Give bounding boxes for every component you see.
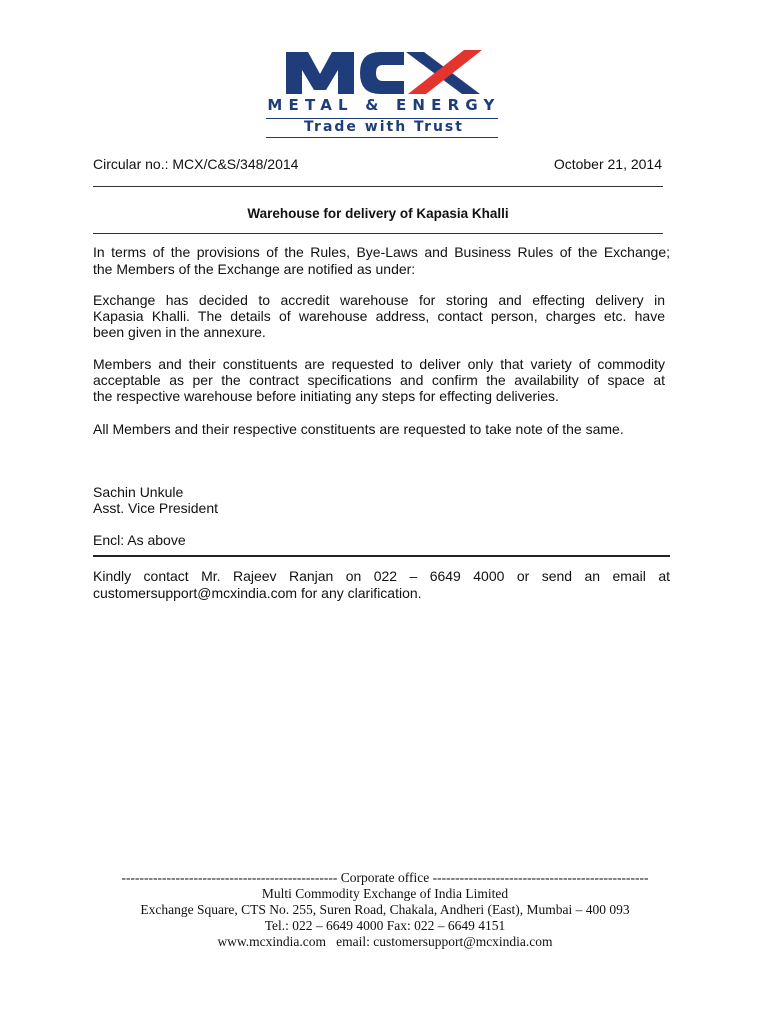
- paragraph-2-line-2: Kapasia Khalli. The details of warehouse address, contact person, charges etc. have: [93, 308, 665, 324]
- footer-company: Multi Commodity Exchange of India Limited: [261, 886, 509, 901]
- signatory-name: Sachin Unkule: [93, 484, 184, 500]
- mcx-logo-mark: [284, 44, 484, 96]
- document-title: Warehouse for delivery of Kapasia Khalli: [247, 206, 509, 221]
- contact-divider: [93, 555, 670, 557]
- paragraph-1-line-2: the Members of the Exchange are notified as under:: [93, 261, 416, 277]
- mcx-logo: [262, 44, 502, 136]
- paragraph-1-line-1: In terms of the provisions of the Rules, Bye-Laws and Business Rules of the Exchange;: [93, 244, 670, 260]
- enclosure-note: Encl: As above: [93, 532, 186, 548]
- logo-tagline-metal-energy: METAL & ENERGY: [267, 96, 501, 114]
- footer-phone: Tel.: 022 – 6649 4000 Fax: 022 – 6649 4151: [264, 918, 506, 933]
- signatory-designation: Asst. Vice President: [93, 500, 219, 516]
- paragraph-2-line-1: Exchange has decided to accredit warehouse for storing and effecting delivery in: [93, 292, 665, 308]
- paragraph-4: All Members and their respective constituents are requested to take note of the same.: [93, 421, 624, 437]
- footer-web-email: www.mcxindia.com email: customersupport@mcxindia.com: [217, 934, 553, 949]
- circular-date: October 21, 2014: [553, 156, 662, 172]
- contact-line-1: Kindly contact Mr. Rajeev Ranjan on 022 – 6649 4000 or send an email at: [93, 568, 670, 584]
- logo-tagline-trade-with-trust: Trade with Trust: [304, 119, 464, 135]
- paragraph-3-line-2: acceptable as per the contract specifications and confirm the availability of space at: [93, 372, 665, 388]
- logo-underline: [266, 137, 498, 138]
- footer-address: Exchange Square, CTS No. 255, Suren Road, Chakala, Andheri (East), Mumbai – 400 093: [140, 902, 630, 917]
- circular-number: Circular no.: MCX/C&S/348/2014: [93, 156, 299, 172]
- contact-line-2: customersupport@mcxindia.com for any clarification.: [93, 585, 422, 601]
- header-divider: [93, 186, 663, 187]
- title-divider: [93, 233, 663, 234]
- paragraph-2-line-3: been given in the annexure.: [93, 324, 266, 340]
- paragraph-3-line-1: Members and their constituents are requested to deliver only that variety of commodity: [93, 356, 665, 372]
- paragraph-3-line-3: the respective warehouse before initiating any steps for effecting deliveries.: [93, 388, 559, 404]
- footer-heading: ------------------------------------------------ Corporate office ------------------------------------------------: [121, 870, 649, 885]
